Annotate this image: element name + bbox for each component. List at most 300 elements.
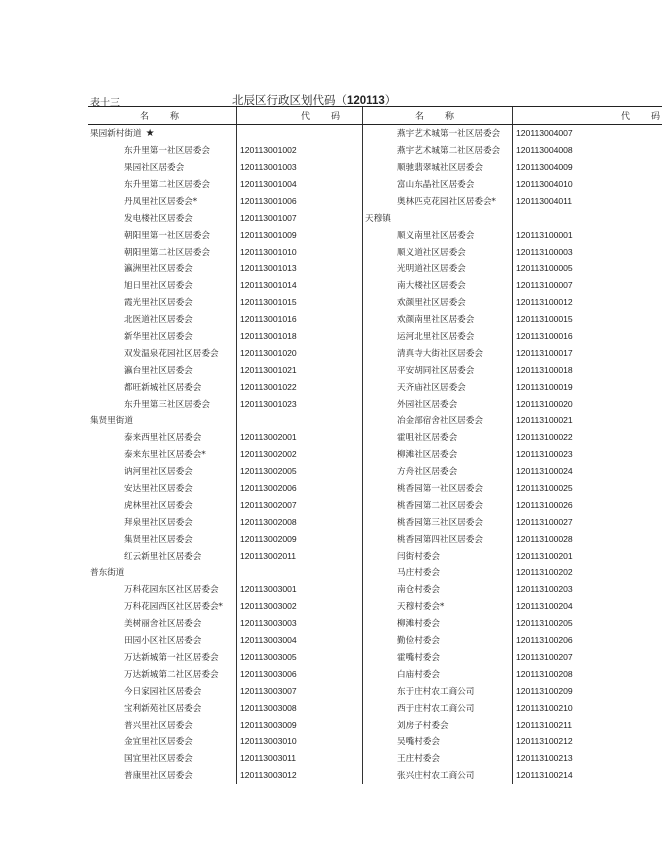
code-cell: 120113002011 xyxy=(236,547,388,564)
table-row xyxy=(88,446,388,463)
name-text: 柳滩村委会 xyxy=(397,619,440,630)
code-cell: 120113100021 xyxy=(512,412,662,429)
name-text: 马庄村委会 xyxy=(397,568,440,579)
unit-name xyxy=(362,277,512,294)
table-row xyxy=(362,513,662,530)
unit-name xyxy=(362,665,512,682)
name-text: 勤俭村委会 xyxy=(397,636,440,647)
name-text: 瀛洲里社区居委会 xyxy=(124,264,193,275)
code-cell: 120113003008 xyxy=(236,699,388,716)
name-text: 东升里第三社区居委会 xyxy=(124,399,210,410)
code-cell: 120113100001 xyxy=(512,226,662,243)
unit-name xyxy=(362,750,512,767)
star-icon: ★ xyxy=(145,127,155,139)
code-cell: 120113100209 xyxy=(512,682,662,699)
name-text: 拜泉里社区居委会 xyxy=(124,517,193,528)
code-cell: 120113002001 xyxy=(236,429,388,446)
unit-name xyxy=(88,378,236,395)
name-text: 天齐庙社区居委会 xyxy=(397,382,466,393)
name-text: 王庄村委会 xyxy=(397,754,440,765)
unit-name xyxy=(88,311,236,328)
table-row xyxy=(88,328,388,345)
unit-name xyxy=(362,446,512,463)
table-row xyxy=(362,378,662,395)
code-cell: 120113004010 xyxy=(512,176,662,193)
unit-name xyxy=(362,429,512,446)
table-row xyxy=(88,547,388,564)
table-row xyxy=(88,463,388,480)
unit-name xyxy=(88,429,236,446)
unit-name xyxy=(362,767,512,784)
unit-name xyxy=(88,716,236,733)
table-row xyxy=(88,226,388,243)
table-row xyxy=(88,649,388,666)
code-cell: 120113004008 xyxy=(512,142,662,159)
left-table xyxy=(88,106,388,784)
code-cell: 120113001003 xyxy=(236,159,388,176)
unit-name xyxy=(362,581,512,598)
code-cell: 120113002007 xyxy=(236,496,388,513)
unit-name xyxy=(88,260,236,277)
table-row xyxy=(362,361,662,378)
code-cell: 120113003003 xyxy=(236,615,388,632)
code-cell: 120113100020 xyxy=(512,395,662,412)
name-text: 刘房子村委会 xyxy=(397,720,449,731)
unit-name xyxy=(362,176,512,193)
table-row xyxy=(88,480,388,497)
code-cell: 120113003004 xyxy=(236,632,388,649)
name-column-header: 名 称 xyxy=(140,111,181,122)
unit-name xyxy=(362,682,512,699)
name-text: 霍咀社区居委会 xyxy=(397,433,458,444)
code-cell: 120113001014 xyxy=(236,277,388,294)
code-cell: 120113003011 xyxy=(236,750,388,767)
name-text: 天穆村委会* xyxy=(397,602,445,613)
table-row xyxy=(362,750,662,767)
name-text: 桃香园第一社区居委会 xyxy=(397,484,483,495)
unit-name xyxy=(362,378,512,395)
table-row xyxy=(88,243,388,260)
name-text: 国宜里社区居委会 xyxy=(124,754,193,765)
code-cell: 120113100007 xyxy=(512,277,662,294)
table-row xyxy=(88,682,388,699)
table-row xyxy=(88,716,388,733)
table-row xyxy=(88,142,388,159)
unit-name xyxy=(88,243,236,260)
name-text: 万达新城第一社区居委会 xyxy=(124,652,219,663)
name-text: 万科花园东区社区居委会 xyxy=(124,585,219,596)
table-row xyxy=(88,665,388,682)
table-row xyxy=(88,564,388,581)
name-text: 普康里社区居委会 xyxy=(124,771,193,782)
table-row xyxy=(362,260,662,277)
code-cell: 120113002005 xyxy=(236,463,388,480)
table-row xyxy=(362,176,662,193)
table-row xyxy=(88,733,388,750)
district-name xyxy=(88,125,236,142)
code-cell: 120113100204 xyxy=(512,598,662,615)
code-cell: 120113100012 xyxy=(512,294,662,311)
table-row xyxy=(362,311,662,328)
name-text: 丹凤里社区居委会* xyxy=(124,196,198,207)
table-row xyxy=(362,294,662,311)
name-text: 冶金部宿舍社区居委会 xyxy=(397,416,483,427)
name-text: 顺义道社区居委会 xyxy=(397,247,466,258)
code-cell: 120113100022 xyxy=(512,429,662,446)
right-table-body xyxy=(362,125,662,784)
name-text: 奥林匹克花园社区居委会* xyxy=(397,196,496,207)
name-text: 普兴里社区居委会 xyxy=(124,720,193,731)
name-text: 东升里第一社区居委会 xyxy=(124,146,210,157)
code-cell: 120113100202 xyxy=(512,564,662,581)
unit-name xyxy=(362,361,512,378)
unit-name xyxy=(362,395,512,412)
code-cell: 120113004009 xyxy=(512,159,662,176)
unit-name xyxy=(88,463,236,480)
unit-name xyxy=(88,294,236,311)
code-cell: 120113003007 xyxy=(236,682,388,699)
table-row xyxy=(88,192,388,209)
table-row xyxy=(362,226,662,243)
name-text: 霞光里社区居委会 xyxy=(124,298,193,309)
name-text: 新华里社区居委会 xyxy=(124,332,193,343)
table-row xyxy=(88,159,388,176)
table-row xyxy=(362,159,662,176)
name-text: 东升里第二社区居委会 xyxy=(124,180,210,190)
unit-name xyxy=(88,682,236,699)
name-text: 今日家园社区居委会 xyxy=(124,686,202,697)
name-text: 果园新村街道 xyxy=(90,129,142,140)
code-cell: 120113001015 xyxy=(236,294,388,311)
name-text: 天穆镇 xyxy=(365,213,391,224)
unit-name xyxy=(362,328,512,345)
name-text: 讷河里社区居委会 xyxy=(124,467,193,478)
name-text: 西于庄村农工商公司 xyxy=(397,703,475,714)
code-column-header: 代 码 xyxy=(512,107,662,124)
code-cell: 120113003009 xyxy=(236,716,388,733)
code-cell: 120113003005 xyxy=(236,649,388,666)
unit-name xyxy=(362,412,512,429)
code-cell: 120113002009 xyxy=(236,530,388,547)
name-text: 闫街村委会 xyxy=(397,551,440,562)
district-name xyxy=(88,564,236,581)
name-text: 外园社区居委会 xyxy=(397,399,458,410)
district-name xyxy=(88,412,236,429)
code-cell: 120113100205 xyxy=(512,615,662,632)
table-row xyxy=(362,480,662,497)
name-text: 虎林里社区居委会 xyxy=(124,500,193,511)
code-cell: 120113100203 xyxy=(512,581,662,598)
code-cell: 120113100026 xyxy=(512,496,662,513)
table-row xyxy=(88,209,388,226)
code-cell: 120113100214 xyxy=(512,767,662,784)
code-cell: 120113100211 xyxy=(512,716,662,733)
unit-name xyxy=(88,632,236,649)
name-text: 欢颜南里社区居委会 xyxy=(397,315,475,326)
name-text: 瀛台里社区居委会 xyxy=(124,365,193,376)
name-text: 南仓村委会 xyxy=(397,585,440,596)
table-row xyxy=(362,716,662,733)
left-header-row xyxy=(88,107,388,125)
code-cell: 120113100003 xyxy=(512,243,662,260)
district-name xyxy=(362,209,512,226)
unit-name xyxy=(88,344,236,361)
code-cell: 120113001004 xyxy=(236,176,388,193)
unit-name xyxy=(362,243,512,260)
code-column-header: 代 码 xyxy=(236,107,388,124)
unit-name xyxy=(88,277,236,294)
unit-name xyxy=(362,699,512,716)
code-cell: 120113004007 xyxy=(512,125,662,142)
unit-name xyxy=(88,767,236,784)
table-row xyxy=(88,260,388,277)
name-text: 都旺新城社区居委会 xyxy=(124,382,202,393)
unit-name xyxy=(88,395,236,412)
code-cell: 120113004011 xyxy=(512,192,662,209)
code-cell: 120113001018 xyxy=(236,328,388,345)
table-row xyxy=(362,699,662,716)
table-row xyxy=(88,395,388,412)
name-text: 宝利新苑社区居委会 xyxy=(124,703,202,714)
name-text: 东于庄村农工商公司 xyxy=(397,686,475,697)
table-row xyxy=(362,733,662,750)
table-row xyxy=(362,767,662,784)
code-cell: 120113002008 xyxy=(236,513,388,530)
table-row xyxy=(88,378,388,395)
unit-name xyxy=(362,125,512,142)
unit-name xyxy=(88,159,236,176)
table-row xyxy=(362,463,662,480)
table-row xyxy=(362,344,662,361)
table-label: 表十三 xyxy=(90,98,120,109)
unit-name xyxy=(88,649,236,666)
unit-name xyxy=(362,311,512,328)
name-text: 普东街道 xyxy=(90,568,125,579)
unit-name xyxy=(362,615,512,632)
unit-name xyxy=(362,344,512,361)
code-cell: 120113003006 xyxy=(236,665,388,682)
unit-name xyxy=(362,547,512,564)
table-row xyxy=(88,530,388,547)
table-row xyxy=(362,429,662,446)
table-row xyxy=(362,547,662,564)
unit-name xyxy=(88,665,236,682)
table-row xyxy=(88,598,388,615)
unit-name xyxy=(362,226,512,243)
unit-name xyxy=(88,699,236,716)
unit-name xyxy=(362,159,512,176)
name-text: 美树丽舍社区居委会 xyxy=(124,619,202,630)
code-cell: 120113001021 xyxy=(236,361,388,378)
code-cell: 120113100024 xyxy=(512,463,662,480)
table-row xyxy=(88,412,388,429)
table-row xyxy=(88,615,388,632)
code-cell: 120113100023 xyxy=(512,446,662,463)
unit-name xyxy=(88,496,236,513)
unit-name xyxy=(88,615,236,632)
name-text: 田园小区社区居委会 xyxy=(124,636,202,647)
code-cell: 120113003012 xyxy=(236,767,388,784)
table-row xyxy=(88,344,388,361)
name-text: 运河北里社区居委会 xyxy=(397,332,475,343)
name-text: 光明道社区居委会 xyxy=(397,264,466,275)
name-text: 欢颜里社区居委会 xyxy=(397,298,466,309)
unit-name xyxy=(362,530,512,547)
unit-name xyxy=(362,463,512,480)
table-row xyxy=(362,328,662,345)
name-text: 霍嘴村委会 xyxy=(397,652,440,663)
name-text: 桃香园第三社区居委会 xyxy=(397,517,483,528)
name-text: 朝阳里第二社区居委会 xyxy=(124,247,210,258)
name-text: 旭日里社区居委会 xyxy=(124,281,193,292)
code-cell: 120113001002 xyxy=(236,142,388,159)
name-column-header: 名 称 xyxy=(362,107,512,124)
name-text: 万科花园西区社区居委会* xyxy=(124,602,223,613)
name-text: 白庙村委会 xyxy=(397,669,440,680)
name-text: 顺驰翡翠城社区居委会 xyxy=(397,163,483,174)
code-cell: 120113100207 xyxy=(512,649,662,666)
name-text: 吴嘴村委会 xyxy=(397,737,440,748)
name-text: 方舟社区居委会 xyxy=(397,467,458,478)
code-cell: 120113001016 xyxy=(236,311,388,328)
unit-name xyxy=(88,192,236,209)
code-cell: 120113100005 xyxy=(512,260,662,277)
unit-name xyxy=(88,733,236,750)
unit-name xyxy=(88,361,236,378)
code-cell: 120113100208 xyxy=(512,665,662,682)
unit-name xyxy=(88,547,236,564)
table-row xyxy=(362,581,662,598)
left-table-body xyxy=(88,125,388,784)
unit-name xyxy=(88,142,236,159)
unit-name xyxy=(362,294,512,311)
name-text: 朝阳里第一社区居委会 xyxy=(124,230,210,241)
unit-name xyxy=(88,209,236,226)
name-text: 双发温泉花园社区居委会 xyxy=(124,348,219,359)
unit-name xyxy=(88,480,236,497)
code-cell: 120113100017 xyxy=(512,344,662,361)
unit-name xyxy=(362,496,512,513)
code-cell: 120113001009 xyxy=(236,226,388,243)
code-cell: 120113100028 xyxy=(512,530,662,547)
unit-name xyxy=(88,581,236,598)
unit-name xyxy=(88,530,236,547)
unit-name xyxy=(88,446,236,463)
table-row xyxy=(362,395,662,412)
code-cell: 120113100201 xyxy=(512,547,662,564)
code-cell: 120113100212 xyxy=(512,733,662,750)
table-row xyxy=(362,412,662,429)
name-text: 红云新里社区居委会 xyxy=(124,551,202,562)
code-cell: 120113100210 xyxy=(512,699,662,716)
name-text: 金宜里社区居委会 xyxy=(124,737,193,748)
unit-name xyxy=(362,632,512,649)
name-text: 泰来西里社区居委会 xyxy=(124,433,202,444)
unit-name xyxy=(88,598,236,615)
table-row xyxy=(362,632,662,649)
table-row xyxy=(88,277,388,294)
code-cell: 120113001006 xyxy=(236,192,388,209)
code-cell xyxy=(512,209,662,226)
code-cell: 120113100015 xyxy=(512,311,662,328)
name-text: 燕宇艺术城第一社区居委会 xyxy=(397,129,501,140)
table-row xyxy=(362,496,662,513)
table-row xyxy=(362,209,662,226)
unit-name xyxy=(362,598,512,615)
right-table xyxy=(362,106,662,784)
unit-name xyxy=(362,260,512,277)
code-cell: 120113002002 xyxy=(236,446,388,463)
name-text: 南大楼社区居委会 xyxy=(397,281,466,292)
name-text: 燕宇艺术城第二社区居委会 xyxy=(397,146,501,157)
unit-name xyxy=(88,750,236,767)
unit-name xyxy=(88,226,236,243)
code-cell: 120113100025 xyxy=(512,480,662,497)
table-row xyxy=(362,446,662,463)
name-text: 平安胡同社区居委会 xyxy=(397,365,475,376)
code-cell: 120113100027 xyxy=(512,513,662,530)
name-text: 万达新城第二社区居委会 xyxy=(124,669,219,680)
table-row xyxy=(362,665,662,682)
name-text: 安达里社区居委会 xyxy=(124,484,193,495)
page-title: 北辰区行政区划代码（120113） xyxy=(232,93,397,107)
name-text: 果园社区居委会 xyxy=(124,163,185,174)
table-row xyxy=(362,598,662,615)
table-row xyxy=(88,361,388,378)
table-row xyxy=(362,649,662,666)
table-row xyxy=(88,750,388,767)
table-row xyxy=(88,294,388,311)
code-cell: 120113001023 xyxy=(236,395,388,412)
unit-name xyxy=(362,716,512,733)
code-cell: 120113003010 xyxy=(236,733,388,750)
table-row xyxy=(88,429,388,446)
code-cell: 120113001020 xyxy=(236,344,388,361)
unit-name xyxy=(88,176,236,193)
table-row xyxy=(88,125,388,142)
code-cell: 120113003002 xyxy=(236,598,388,615)
name-text: 泰来东里社区居委会* xyxy=(124,450,206,461)
unit-name xyxy=(88,328,236,345)
unit-name xyxy=(362,733,512,750)
name-text: 张兴庄村农工商公司 xyxy=(397,771,475,782)
table-row xyxy=(88,513,388,530)
code-cell: 120113100206 xyxy=(512,632,662,649)
name-text: 集贤里街道 xyxy=(90,416,133,427)
name-text: 顺义南里社区居委会 xyxy=(397,230,475,241)
table-row xyxy=(362,125,662,142)
unit-name xyxy=(362,564,512,581)
table-row xyxy=(88,581,388,598)
unit-name xyxy=(362,649,512,666)
name-text: 桃香园第四社区居委会 xyxy=(397,534,483,545)
unit-name xyxy=(362,192,512,209)
unit-name xyxy=(362,142,512,159)
name-text: 桃香园第二社区居委会 xyxy=(397,500,483,511)
table-row xyxy=(88,176,388,193)
table-row xyxy=(88,311,388,328)
table-row xyxy=(88,632,388,649)
code-cell: 120113001007 xyxy=(236,209,388,226)
name-text: 富山东晶社区居委会 xyxy=(397,180,475,190)
name-text: 清真寺大街社区居委会 xyxy=(397,348,483,359)
code-cell: 120113003001 xyxy=(236,581,388,598)
table-row xyxy=(362,530,662,547)
table-row xyxy=(362,682,662,699)
table-row xyxy=(362,192,662,209)
table-row xyxy=(88,496,388,513)
unit-name xyxy=(362,480,512,497)
